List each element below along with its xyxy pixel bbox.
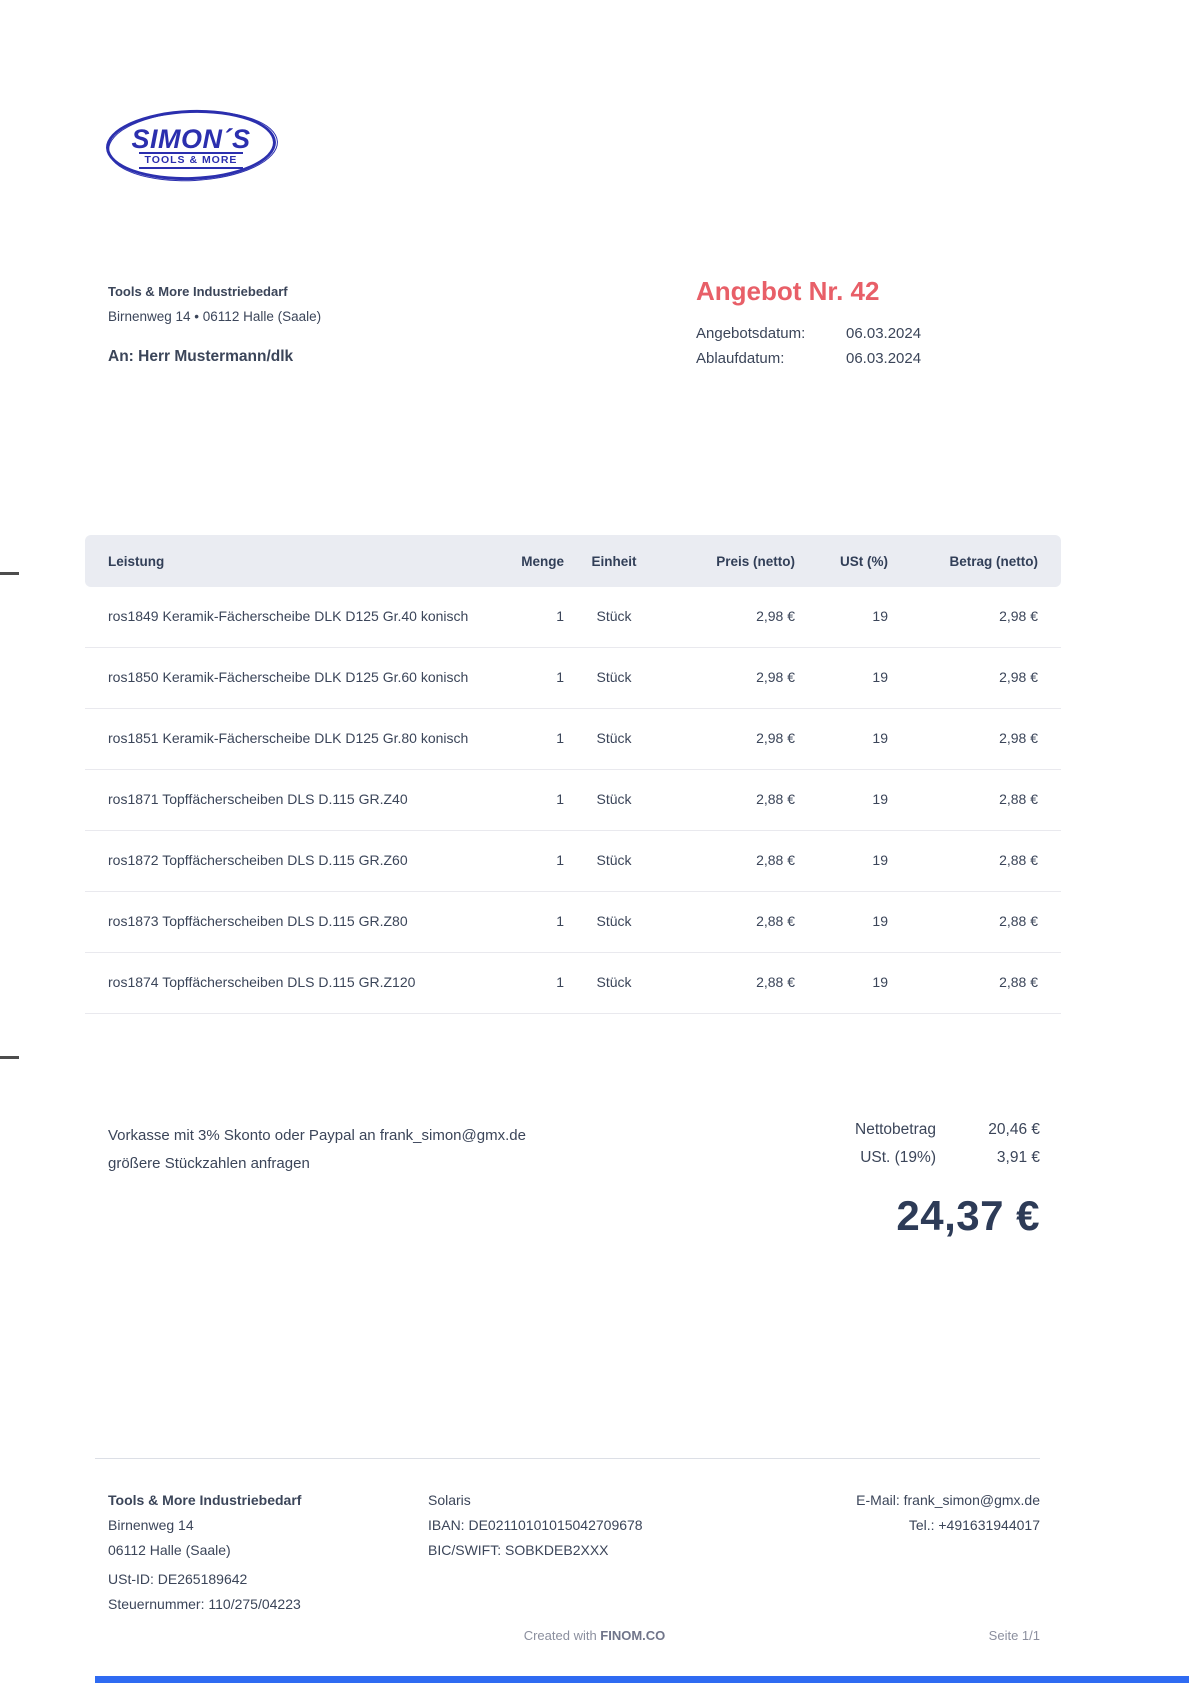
vat-total-label: USt. (19%): [860, 1149, 936, 1166]
offer-meta: [696, 325, 921, 375]
item-vat-rate: 19: [872, 974, 888, 990]
footer-company-city: 06112 Halle (Saale): [108, 1542, 231, 1558]
item-description: ros1850 Keramik-Fächerscheibe DLK D125 Gr.60 konisch: [108, 669, 469, 685]
item-vat-rate: 19: [872, 730, 888, 746]
offer-expiry-label: Ablaufdatum:: [696, 350, 785, 367]
item-description: ros1874 Topffächerscheiben DLS D.115 GR.Z120: [108, 974, 416, 990]
item-quantity: 1: [556, 852, 564, 868]
footer-email: E-Mail: frank_simon@gmx.de: [856, 1492, 1040, 1508]
table-row: [85, 953, 1061, 1014]
item-description: ros1849 Keramik-Fächerscheibe DLK D125 Gr.40 konisch: [108, 608, 469, 624]
item-unit-price: 2,88 €: [756, 974, 795, 990]
vat-total-value: 3,91 €: [996, 1149, 1040, 1166]
table-row: [85, 831, 1061, 892]
items-table: [85, 535, 1061, 1014]
item-unit: Stück: [596, 913, 632, 929]
recipient-line: An: Herr Mustermann/dlk: [108, 348, 294, 365]
item-unit: Stück: [596, 974, 632, 990]
item-description: ros1872 Topffächerscheiben DLS D.115 GR.Z60: [108, 852, 408, 868]
item-amount: 2,88 €: [999, 913, 1038, 929]
table-header-row: [85, 535, 1061, 587]
created-with-brand: FINOM.CO: [600, 1628, 666, 1643]
footer-bic: BIC/SWIFT: SOBKDEB2XXX: [428, 1542, 609, 1558]
item-vat-rate: 19: [872, 791, 888, 807]
footer-divider: [95, 1458, 1040, 1459]
net-total-label: Nettobetrag: [855, 1121, 936, 1138]
item-amount: 2,88 €: [999, 974, 1038, 990]
footer-company-name: Tools & More Industriebedarf: [108, 1492, 302, 1508]
bottom-accent-bar: [95, 1676, 1189, 1683]
header-einheit: Einheit: [591, 553, 637, 569]
logo-tagline-text: TOOLS & MORE: [139, 152, 244, 169]
company-logo: [106, 110, 276, 180]
fold-mark-top: [0, 572, 19, 575]
item-unit-price: 2,98 €: [756, 730, 795, 746]
item-amount: 2,98 €: [999, 669, 1038, 685]
payment-note: [108, 1122, 526, 1178]
footer-iban: IBAN: DE02110101015042709678: [428, 1517, 643, 1533]
item-unit: Stück: [596, 852, 632, 868]
header-menge: Menge: [521, 553, 564, 569]
payment-note-line: größere Stückzahlen anfragen: [108, 1155, 310, 1172]
item-unit-price: 2,98 €: [756, 669, 795, 685]
offer-date-value: 06.03.2024: [846, 325, 922, 342]
item-amount: 2,88 €: [999, 791, 1038, 807]
offer-title: Angebot Nr. 42: [696, 276, 880, 306]
fold-mark-bottom: [0, 1056, 19, 1059]
header-ust: USt (%): [840, 553, 888, 569]
table-row: [85, 709, 1061, 770]
item-amount: 2,88 €: [999, 852, 1038, 868]
table-row: [85, 770, 1061, 831]
item-vat-rate: 19: [872, 913, 888, 929]
item-quantity: 1: [556, 608, 564, 624]
offer-date-label: Angebotsdatum:: [696, 325, 806, 342]
table-row: [85, 587, 1061, 648]
item-vat-rate: 19: [872, 608, 888, 624]
page-number: Seite 1/1: [988, 1628, 1040, 1643]
payment-note-line: Vorkasse mit 3% Skonto oder Paypal an frank_simon@gmx.de: [108, 1127, 526, 1144]
table-body: [85, 587, 1061, 1014]
item-unit-price: 2,88 €: [756, 852, 795, 868]
item-unit: Stück: [596, 608, 632, 624]
item-quantity: 1: [556, 913, 564, 929]
item-amount: 2,98 €: [999, 608, 1038, 624]
offer-expiry-value: 06.03.2024: [846, 350, 922, 367]
footer-company-street: Birnenweg 14: [108, 1517, 194, 1533]
item-quantity: 1: [556, 669, 564, 685]
item-quantity: 1: [556, 974, 564, 990]
item-vat-rate: 19: [872, 852, 888, 868]
sender-name: Tools & More Industriebedarf: [108, 284, 288, 299]
item-unit: Stück: [596, 669, 632, 685]
net-total-value: 20,46 €: [988, 1121, 1040, 1138]
item-unit-price: 2,98 €: [756, 608, 795, 624]
table-row: [85, 648, 1061, 709]
sender-address: Birnenweg 14 • 06112 Halle (Saale): [108, 309, 322, 324]
item-description: ros1873 Topffächerscheiben DLS D.115 GR.Z80: [108, 913, 408, 929]
footer-company-column: [108, 1488, 301, 1617]
header-leistung: Leistung: [108, 553, 165, 569]
bottom-line: [0, 1628, 1189, 1658]
item-description: ros1851 Keramik-Fächerscheibe DLK D125 Gr.80 konisch: [108, 730, 469, 746]
footer-phone: Tel.: +491631944017: [908, 1517, 1040, 1533]
item-quantity: 1: [556, 791, 564, 807]
footer-bank-column: [428, 1488, 643, 1563]
totals-block: [640, 1121, 1040, 1177]
footer-tax-number: Steuernummer: 110/275/04223: [108, 1596, 301, 1612]
item-description: ros1871 Topffächerscheiben DLS D.115 GR.Z40: [108, 791, 408, 807]
item-unit-price: 2,88 €: [756, 913, 795, 929]
logo-brand-text: SIMON´S: [131, 124, 251, 154]
created-with-prefix: Created with: [523, 1628, 601, 1643]
footer-contact-column: [856, 1488, 1040, 1538]
item-unit: Stück: [596, 730, 632, 746]
item-unit-price: 2,88 €: [756, 791, 795, 807]
item-amount: 2,98 €: [999, 730, 1038, 746]
footer-bank-name: Solaris: [428, 1492, 471, 1508]
header-betrag: Betrag (netto): [949, 553, 1038, 569]
item-quantity: 1: [556, 730, 564, 746]
item-vat-rate: 19: [872, 669, 888, 685]
footer-vat-id: USt-ID: DE265189642: [108, 1571, 248, 1587]
item-unit: Stück: [596, 791, 632, 807]
grand-total-value: 24,37 €: [896, 1192, 1040, 1239]
header-preis: Preis (netto): [716, 553, 795, 569]
table-row: [85, 892, 1061, 953]
